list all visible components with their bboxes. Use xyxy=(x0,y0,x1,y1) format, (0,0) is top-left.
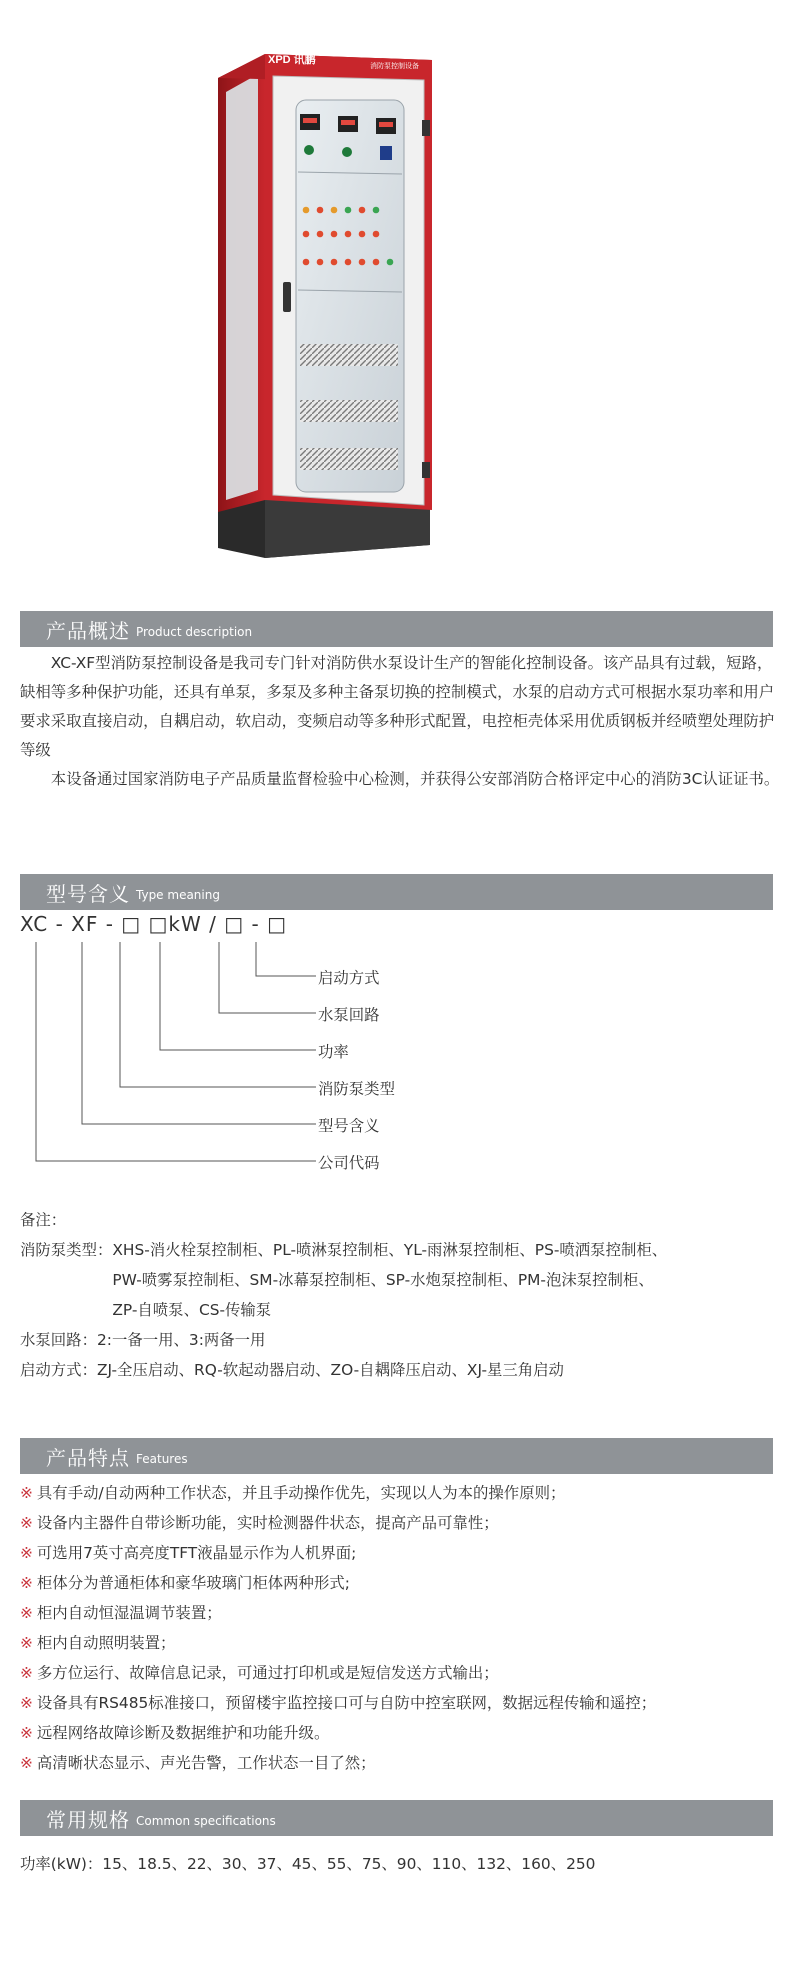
label-start-mode: 启动方式 xyxy=(318,969,380,987)
section-header-specs xyxy=(20,1800,773,1836)
pump-type-line: ZP-自喷泵、CS-传输泵 xyxy=(112,1301,272,1319)
section-title: 型号含义 xyxy=(46,881,130,906)
label-pump-loop: 水泵回路 xyxy=(318,1006,380,1024)
feature-text: 设备具有RS485标准接口，预留楼宇监控接口可与自防中控室联网，数据远程传输和遥控； xyxy=(36,1694,657,1712)
feature-item xyxy=(20,1508,780,1538)
label-model-meaning: 型号含义 xyxy=(318,1117,380,1135)
notes-value xyxy=(112,1235,780,1325)
feature-mark: ※ xyxy=(20,1694,33,1712)
leader-lines xyxy=(0,912,793,1172)
section-subtitle: Features xyxy=(136,1451,188,1466)
feature-text: 具有手动/自动两种工作状态，并且手动操作优先，实现以人为本的操作原则； xyxy=(36,1484,566,1502)
features-list xyxy=(20,1478,780,1778)
section-header-type-meaning xyxy=(20,874,773,910)
section-subtitle: Type meaning xyxy=(136,887,220,902)
feature-mark: ※ xyxy=(20,1514,33,1532)
model-code: XC - XF - □ □kW / □ - □ xyxy=(20,912,287,936)
notes-pump-loop xyxy=(20,1325,780,1355)
feature-text: 设备内主器件自带诊断功能，实时检测器件状态，提高产品可靠性； xyxy=(36,1514,499,1532)
pump-type-line: PW-喷雾泵控制柜、SM-冰幕泵控制柜、SP-水炮泵控制柜、PM-泡沫泵控制柜、 xyxy=(112,1271,654,1289)
feature-text: 多方位运行、故障信息记录，可通过打印机或是短信发送方式输出； xyxy=(36,1664,499,1682)
feature-mark: ※ xyxy=(20,1544,33,1562)
label-pump-type: 消防泵类型 xyxy=(318,1080,395,1098)
feature-text: 柜内自动照明装置； xyxy=(36,1634,176,1652)
label-company-code: 公司代码 xyxy=(318,1154,380,1172)
section-header-overview xyxy=(20,611,773,647)
section-title: 产品概述 xyxy=(46,618,130,643)
feature-mark: ※ xyxy=(20,1574,33,1592)
feature-item xyxy=(20,1568,780,1598)
notes-value: ZJ-全压启动、RQ-软起动器启动、ZO-自耦降压启动、XJ-星三角启动 xyxy=(96,1361,564,1379)
feature-mark: ※ xyxy=(20,1664,33,1682)
notes xyxy=(20,1205,780,1385)
feature-mark: ※ xyxy=(20,1724,33,1742)
feature-mark: ※ xyxy=(20,1484,33,1502)
notes-title: 备注： xyxy=(20,1211,67,1229)
section-title: 常用规格 xyxy=(46,1807,130,1832)
section-subtitle: Common specifications xyxy=(136,1813,276,1828)
feature-item xyxy=(20,1658,780,1688)
feature-mark: ※ xyxy=(20,1634,33,1652)
feature-item xyxy=(20,1598,780,1628)
section-subtitle: Product description xyxy=(136,624,253,639)
notes-value: 2:一备一用、3:两备一用 xyxy=(96,1331,266,1349)
feature-text: 可选用7英寸高亮度TFT液晶显示作为人机界面; xyxy=(36,1544,357,1562)
notes-start-mode xyxy=(20,1355,780,1385)
feature-item xyxy=(20,1478,780,1508)
feature-item xyxy=(20,1748,780,1778)
feature-item xyxy=(20,1718,780,1748)
pump-type-line: XHS-消火栓泵控制柜、PL-喷淋泵控制柜、YL-雨淋泵控制柜、PS-喷洒泵控制柜、 xyxy=(112,1241,668,1259)
feature-item xyxy=(20,1688,780,1718)
feature-text: 高清晰状态显示、声光告警，工作状态一目了然； xyxy=(36,1754,376,1772)
feature-text: 柜体分为普通柜体和豪华玻璃门柜体两种形式; xyxy=(36,1574,350,1592)
notes-key: 消防泵类型： xyxy=(20,1241,113,1259)
section-title: 产品特点 xyxy=(46,1445,130,1470)
feature-item xyxy=(20,1538,780,1568)
label-power: 功率 xyxy=(318,1043,349,1061)
overview-text xyxy=(20,649,780,794)
feature-mark: ※ xyxy=(20,1754,33,1772)
feature-text: 柜内自动恒湿温调节装置； xyxy=(36,1604,222,1622)
notes-key: 启动方式： xyxy=(20,1361,97,1379)
feature-item xyxy=(20,1628,780,1658)
cabinet-plate: 消防泵控制设备 xyxy=(370,63,419,70)
cabinet-brand: XPD 讯鹏 xyxy=(268,54,316,66)
section-header-features xyxy=(20,1438,773,1474)
feature-mark: ※ xyxy=(20,1604,33,1622)
specs-power-list: 功率(kW)：15、18.5、22、30、37、45、55、75、90、110、132、160、250 xyxy=(20,1855,596,1873)
notes-key: 水泵回路： xyxy=(20,1331,97,1349)
overview-paragraph-2: 本设备通过国家消防电子产品质量监督检验中心检测，并获得公安部消防合格评定中心的消防3C认证证书。 xyxy=(50,770,780,788)
product-image xyxy=(0,0,793,600)
overview-paragraph-1: XC-XF型消防泵控制设备是我司专门针对消防供水泵设计生产的智能化控制设备。该产品具有过载，短路，缺相等多种保护功能，还具有单泵，多泵及多种主备泵切换的控制模式，水泵的启动方式可根据水泵功率和用户要求采取直接启动，自耦启动，软启动，变频启动等多种形式配置，电控柜壳体采用优质钢板并经喷塑处理防护等级 xyxy=(20,654,775,759)
notes-pump-type xyxy=(20,1235,780,1325)
feature-text: 远程网络故障诊断及数据维护和功能升级。 xyxy=(36,1724,330,1742)
type-meaning-diagram xyxy=(0,912,793,1172)
